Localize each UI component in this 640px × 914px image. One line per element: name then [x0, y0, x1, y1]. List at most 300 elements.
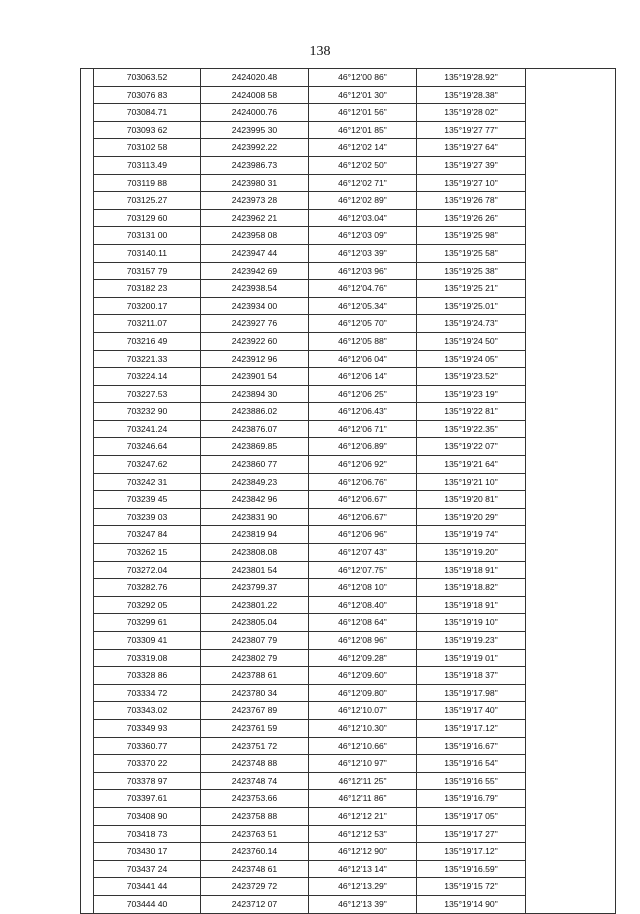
note-cell: [526, 69, 616, 87]
row-number-cell: [81, 332, 94, 350]
row-number-cell: [81, 491, 94, 509]
longitude-cell: 135°19'25.01": [417, 297, 526, 315]
row-number-cell: [81, 878, 94, 896]
y-coordinate-cell: 2423760.14: [201, 843, 309, 861]
row-number-cell: [81, 350, 94, 368]
note-cell: [526, 895, 616, 913]
y-coordinate-cell: 2423849.23: [201, 473, 309, 491]
row-number-cell: [81, 315, 94, 333]
x-coordinate-cell: 703378 97: [94, 772, 201, 790]
row-number-cell: [81, 544, 94, 562]
x-coordinate-cell: 703282.76: [94, 579, 201, 597]
table-row: [81, 755, 616, 773]
longitude-cell: 135°19'18 91": [417, 561, 526, 579]
note-cell: [526, 702, 616, 720]
latitude-cell: 46°12'10.30": [309, 719, 417, 737]
x-coordinate-cell: 703239 03: [94, 508, 201, 526]
note-cell: [526, 491, 616, 509]
y-coordinate-cell: 2424000.76: [201, 104, 309, 122]
y-coordinate-cell: 2423934 00: [201, 297, 309, 315]
latitude-cell: 46°12'03 39": [309, 244, 417, 262]
note-cell: [526, 508, 616, 526]
row-number-cell: [81, 473, 94, 491]
row-number-cell: [81, 174, 94, 192]
longitude-cell: 135°19'17.98": [417, 684, 526, 702]
note-cell: [526, 420, 616, 438]
y-coordinate-cell: 2423748 74: [201, 772, 309, 790]
note-cell: [526, 192, 616, 210]
latitude-cell: 46°12'06.67": [309, 491, 417, 509]
latitude-cell: 46°12'06 25": [309, 385, 417, 403]
row-number-cell: [81, 561, 94, 579]
x-coordinate-cell: 703309 41: [94, 632, 201, 650]
row-number-cell: [81, 69, 94, 87]
x-coordinate-cell: 703247.62: [94, 456, 201, 474]
latitude-cell: 46°12'03.04": [309, 209, 417, 227]
longitude-cell: 135°19'27 10": [417, 174, 526, 192]
y-coordinate-cell: 2423869.85: [201, 438, 309, 456]
table-row: [81, 878, 616, 896]
x-coordinate-cell: 703292 05: [94, 596, 201, 614]
table-row: [81, 174, 616, 192]
longitude-cell: 135°19'19 10": [417, 614, 526, 632]
y-coordinate-cell: 2423761 59: [201, 719, 309, 737]
table-row: [81, 420, 616, 438]
latitude-cell: 46°12'04.76": [309, 280, 417, 298]
latitude-cell: 46°12'01 56": [309, 104, 417, 122]
latitude-cell: 46°12'05 70": [309, 315, 417, 333]
table-row: [81, 508, 616, 526]
note-cell: [526, 737, 616, 755]
note-cell: [526, 596, 616, 614]
longitude-cell: 135°19'17 40": [417, 702, 526, 720]
longitude-cell: 135°19'24 05": [417, 350, 526, 368]
row-number-cell: [81, 297, 94, 315]
table-row: [81, 156, 616, 174]
note-cell: [526, 121, 616, 139]
table-row: [81, 227, 616, 245]
y-coordinate-cell: 2424020.48: [201, 69, 309, 87]
latitude-cell: 46°12'13 39": [309, 895, 417, 913]
table-row: [81, 385, 616, 403]
x-coordinate-cell: 703408 90: [94, 807, 201, 825]
coordinates-table-body: [81, 69, 616, 914]
x-coordinate-cell: 703239 45: [94, 491, 201, 509]
table-row: [81, 403, 616, 421]
note-cell: [526, 456, 616, 474]
y-coordinate-cell: 2423938.54: [201, 280, 309, 298]
note-cell: [526, 174, 616, 192]
y-coordinate-cell: 2423860 77: [201, 456, 309, 474]
x-coordinate-cell: 703441 44: [94, 878, 201, 896]
longitude-cell: 135°19'18.82": [417, 579, 526, 597]
note-cell: [526, 368, 616, 386]
latitude-cell: 46°12'12 53": [309, 825, 417, 843]
table-row: [81, 544, 616, 562]
row-number-cell: [81, 139, 94, 157]
table-row: [81, 438, 616, 456]
row-number-cell: [81, 420, 94, 438]
y-coordinate-cell: 2423894 30: [201, 385, 309, 403]
latitude-cell: 46°12'13.29": [309, 878, 417, 896]
row-number-cell: [81, 649, 94, 667]
note-cell: [526, 403, 616, 421]
y-coordinate-cell: 2423942 69: [201, 262, 309, 280]
latitude-cell: 46°12'06.43": [309, 403, 417, 421]
latitude-cell: 46°12'06 71": [309, 420, 417, 438]
row-number-cell: [81, 86, 94, 104]
latitude-cell: 46°12'11 86": [309, 790, 417, 808]
note-cell: [526, 104, 616, 122]
x-coordinate-cell: 703200.17: [94, 297, 201, 315]
latitude-cell: 46°12'01 30": [309, 86, 417, 104]
latitude-cell: 46°12'09.28": [309, 649, 417, 667]
row-number-cell: [81, 772, 94, 790]
row-number-cell: [81, 104, 94, 122]
row-number-cell: [81, 860, 94, 878]
note-cell: [526, 315, 616, 333]
row-number-cell: [81, 579, 94, 597]
table-row: [81, 297, 616, 315]
x-coordinate-cell: 703370 22: [94, 755, 201, 773]
y-coordinate-cell: 2424008 58: [201, 86, 309, 104]
row-number-cell: [81, 755, 94, 773]
table-row: [81, 315, 616, 333]
y-coordinate-cell: 2423947 44: [201, 244, 309, 262]
x-coordinate-cell: 703319.08: [94, 649, 201, 667]
longitude-cell: 135°19'26 26": [417, 209, 526, 227]
y-coordinate-cell: 2423758 88: [201, 807, 309, 825]
y-coordinate-cell: 2423973 28: [201, 192, 309, 210]
y-coordinate-cell: 2423958 08: [201, 227, 309, 245]
x-coordinate-cell: 703140.11: [94, 244, 201, 262]
coordinates-table: [80, 68, 616, 914]
y-coordinate-cell: 2423962 21: [201, 209, 309, 227]
table-row: [81, 192, 616, 210]
longitude-cell: 135°19'22.35": [417, 420, 526, 438]
table-row: [81, 244, 616, 262]
x-coordinate-cell: 703242 31: [94, 473, 201, 491]
row-number-cell: [81, 156, 94, 174]
note-cell: [526, 473, 616, 491]
y-coordinate-cell: 2423922 60: [201, 332, 309, 350]
note-cell: [526, 772, 616, 790]
longitude-cell: 135°19'22 07": [417, 438, 526, 456]
latitude-cell: 46°12'09.80": [309, 684, 417, 702]
longitude-cell: 135°19'26 78": [417, 192, 526, 210]
table-row: [81, 719, 616, 737]
latitude-cell: 46°12'12 21": [309, 807, 417, 825]
longitude-cell: 135°19'20 81": [417, 491, 526, 509]
longitude-cell: 135°19'24.73": [417, 315, 526, 333]
table-row: [81, 280, 616, 298]
y-coordinate-cell: 2423799.37: [201, 579, 309, 597]
x-coordinate-cell: 703084.71: [94, 104, 201, 122]
row-number-cell: [81, 456, 94, 474]
note-cell: [526, 579, 616, 597]
x-coordinate-cell: 703076 83: [94, 86, 201, 104]
note-cell: [526, 350, 616, 368]
y-coordinate-cell: 2423886.02: [201, 403, 309, 421]
x-coordinate-cell: 703246.64: [94, 438, 201, 456]
x-coordinate-cell: 703343.02: [94, 702, 201, 720]
table-row: [81, 807, 616, 825]
y-coordinate-cell: 2423712 07: [201, 895, 309, 913]
y-coordinate-cell: 2423992.22: [201, 139, 309, 157]
x-coordinate-cell: 703182 23: [94, 280, 201, 298]
y-coordinate-cell: 2423927 76: [201, 315, 309, 333]
row-number-cell: [81, 843, 94, 861]
longitude-cell: 135°19'17.12": [417, 843, 526, 861]
latitude-cell: 46°12'03 96": [309, 262, 417, 280]
longitude-cell: 135°19'16 55": [417, 772, 526, 790]
table-row: [81, 456, 616, 474]
latitude-cell: 46°12'03 09": [309, 227, 417, 245]
y-coordinate-cell: 2423753.66: [201, 790, 309, 808]
table-row: [81, 473, 616, 491]
row-number-cell: [81, 526, 94, 544]
x-coordinate-cell: 703221.33: [94, 350, 201, 368]
table-row: [81, 614, 616, 632]
latitude-cell: 46°12'08 10": [309, 579, 417, 597]
note-cell: [526, 719, 616, 737]
table-row: [81, 860, 616, 878]
x-coordinate-cell: 703418 73: [94, 825, 201, 843]
latitude-cell: 46°12'11 25": [309, 772, 417, 790]
row-number-cell: [81, 227, 94, 245]
x-coordinate-cell: 703224.14: [94, 368, 201, 386]
y-coordinate-cell: 2423912 96: [201, 350, 309, 368]
row-number-cell: [81, 262, 94, 280]
x-coordinate-cell: 703437 24: [94, 860, 201, 878]
table-row: [81, 86, 616, 104]
table-row: [81, 825, 616, 843]
row-number-cell: [81, 614, 94, 632]
longitude-cell: 135°19'17 05": [417, 807, 526, 825]
longitude-cell: 135°19'21 64": [417, 456, 526, 474]
x-coordinate-cell: 703125.27: [94, 192, 201, 210]
longitude-cell: 135°19'20 29": [417, 508, 526, 526]
longitude-cell: 135°19'19 74": [417, 526, 526, 544]
x-coordinate-cell: 703216 49: [94, 332, 201, 350]
longitude-cell: 135°19'23.52": [417, 368, 526, 386]
table-row: [81, 895, 616, 913]
note-cell: [526, 280, 616, 298]
note-cell: [526, 438, 616, 456]
x-coordinate-cell: 703430 17: [94, 843, 201, 861]
longitude-cell: 135°19'25 21": [417, 280, 526, 298]
note-cell: [526, 755, 616, 773]
longitude-cell: 135°19'25 38": [417, 262, 526, 280]
row-number-cell: [81, 385, 94, 403]
latitude-cell: 46°12'06 96": [309, 526, 417, 544]
y-coordinate-cell: 2423876.07: [201, 420, 309, 438]
latitude-cell: 46°12'08 96": [309, 632, 417, 650]
longitude-cell: 135°19'14 90": [417, 895, 526, 913]
latitude-cell: 46°12'02 14": [309, 139, 417, 157]
y-coordinate-cell: 2423729 72: [201, 878, 309, 896]
latitude-cell: 46°12'06.89": [309, 438, 417, 456]
table-row: [81, 262, 616, 280]
y-coordinate-cell: 2423842 96: [201, 491, 309, 509]
x-coordinate-cell: 703334 72: [94, 684, 201, 702]
table-row: [81, 702, 616, 720]
longitude-cell: 135°19'16 54": [417, 755, 526, 773]
x-coordinate-cell: 703262 15: [94, 544, 201, 562]
latitude-cell: 46°12'06 92": [309, 456, 417, 474]
latitude-cell: 46°12'10.07": [309, 702, 417, 720]
note-cell: [526, 649, 616, 667]
row-number-cell: [81, 244, 94, 262]
longitude-cell: 135°19'16.67": [417, 737, 526, 755]
row-number-cell: [81, 684, 94, 702]
row-number-cell: [81, 895, 94, 913]
longitude-cell: 135°19'28.38": [417, 86, 526, 104]
note-cell: [526, 632, 616, 650]
x-coordinate-cell: 703360.77: [94, 737, 201, 755]
y-coordinate-cell: 2423801.22: [201, 596, 309, 614]
y-coordinate-cell: 2423763 51: [201, 825, 309, 843]
row-number-cell: [81, 280, 94, 298]
longitude-cell: 135°19'24 50": [417, 332, 526, 350]
x-coordinate-cell: 703272.04: [94, 561, 201, 579]
longitude-cell: 135°19'18 37": [417, 667, 526, 685]
x-coordinate-cell: 703093 62: [94, 121, 201, 139]
y-coordinate-cell: 2423780 34: [201, 684, 309, 702]
latitude-cell: 46°12'01 85": [309, 121, 417, 139]
row-number-cell: [81, 790, 94, 808]
note-cell: [526, 561, 616, 579]
note-cell: [526, 244, 616, 262]
table-row: [81, 684, 616, 702]
row-number-cell: [81, 121, 94, 139]
note-cell: [526, 878, 616, 896]
y-coordinate-cell: 2423995 30: [201, 121, 309, 139]
x-coordinate-cell: 703113.49: [94, 156, 201, 174]
longitude-cell: 135°19'28.92": [417, 69, 526, 87]
longitude-cell: 135°19'15 72": [417, 878, 526, 896]
y-coordinate-cell: 2423801 54: [201, 561, 309, 579]
note-cell: [526, 297, 616, 315]
y-coordinate-cell: 2423767 89: [201, 702, 309, 720]
x-coordinate-cell: 703349 93: [94, 719, 201, 737]
y-coordinate-cell: 2423805.04: [201, 614, 309, 632]
longitude-cell: 135°19'27 39": [417, 156, 526, 174]
row-number-cell: [81, 737, 94, 755]
row-number-cell: [81, 192, 94, 210]
latitude-cell: 46°12'08.40": [309, 596, 417, 614]
note-cell: [526, 614, 616, 632]
y-coordinate-cell: 2423808.08: [201, 544, 309, 562]
note-cell: [526, 667, 616, 685]
y-coordinate-cell: 2423802 79: [201, 649, 309, 667]
table-row: [81, 596, 616, 614]
table-row: [81, 332, 616, 350]
note-cell: [526, 156, 616, 174]
y-coordinate-cell: 2423986.73: [201, 156, 309, 174]
longitude-cell: 135°19'19 01": [417, 649, 526, 667]
x-coordinate-cell: 703444 40: [94, 895, 201, 913]
row-number-cell: [81, 368, 94, 386]
row-number-cell: [81, 719, 94, 737]
longitude-cell: 135°19'16.59": [417, 860, 526, 878]
latitude-cell: 46°12'08 64": [309, 614, 417, 632]
table-row: [81, 772, 616, 790]
latitude-cell: 46°12'12 90": [309, 843, 417, 861]
longitude-cell: 135°19'27 64": [417, 139, 526, 157]
x-coordinate-cell: 703232 90: [94, 403, 201, 421]
table-row: [81, 667, 616, 685]
latitude-cell: 46°12'10.66": [309, 737, 417, 755]
latitude-cell: 46°12'06.67": [309, 508, 417, 526]
table-row: [81, 121, 616, 139]
y-coordinate-cell: 2423751 72: [201, 737, 309, 755]
note-cell: [526, 332, 616, 350]
note-cell: [526, 526, 616, 544]
table-row: [81, 632, 616, 650]
table-row: [81, 69, 616, 87]
x-coordinate-cell: 703328 86: [94, 667, 201, 685]
table-row: [81, 368, 616, 386]
longitude-cell: 135°19'18 91": [417, 596, 526, 614]
x-coordinate-cell: 703227.53: [94, 385, 201, 403]
table-row: [81, 526, 616, 544]
note-cell: [526, 86, 616, 104]
table-row: [81, 104, 616, 122]
coordinates-table-wrapper: [80, 68, 609, 914]
latitude-cell: 46°12'13 14": [309, 860, 417, 878]
note-cell: [526, 209, 616, 227]
latitude-cell: 46°12'06 04": [309, 350, 417, 368]
row-number-cell: [81, 667, 94, 685]
y-coordinate-cell: 2423807 79: [201, 632, 309, 650]
note-cell: [526, 262, 616, 280]
longitude-cell: 135°19'17.12": [417, 719, 526, 737]
table-row: [81, 139, 616, 157]
note-cell: [526, 227, 616, 245]
latitude-cell: 46°12'00 86": [309, 69, 417, 87]
latitude-cell: 46°12'05 88": [309, 332, 417, 350]
row-number-cell: [81, 209, 94, 227]
y-coordinate-cell: 2423831 90: [201, 508, 309, 526]
y-coordinate-cell: 2423819 94: [201, 526, 309, 544]
latitude-cell: 46°12'07.75": [309, 561, 417, 579]
y-coordinate-cell: 2423901 54: [201, 368, 309, 386]
latitude-cell: 46°12'10 97": [309, 755, 417, 773]
note-cell: [526, 684, 616, 702]
latitude-cell: 46°12'02 71": [309, 174, 417, 192]
longitude-cell: 135°19'19.20": [417, 544, 526, 562]
x-coordinate-cell: 703131 00: [94, 227, 201, 245]
longitude-cell: 135°19'23 19": [417, 385, 526, 403]
note-cell: [526, 807, 616, 825]
note-cell: [526, 790, 616, 808]
x-coordinate-cell: 703247 84: [94, 526, 201, 544]
y-coordinate-cell: 2423788 61: [201, 667, 309, 685]
table-row: [81, 737, 616, 755]
table-row: [81, 561, 616, 579]
x-coordinate-cell: 703157 79: [94, 262, 201, 280]
x-coordinate-cell: 703211.07: [94, 315, 201, 333]
x-coordinate-cell: 703063.52: [94, 69, 201, 87]
longitude-cell: 135°19'22 81": [417, 403, 526, 421]
table-row: [81, 350, 616, 368]
x-coordinate-cell: 703241.24: [94, 420, 201, 438]
latitude-cell: 46°12'02 50": [309, 156, 417, 174]
longitude-cell: 135°19'17 27": [417, 825, 526, 843]
latitude-cell: 46°12'09.60": [309, 667, 417, 685]
row-number-cell: [81, 596, 94, 614]
